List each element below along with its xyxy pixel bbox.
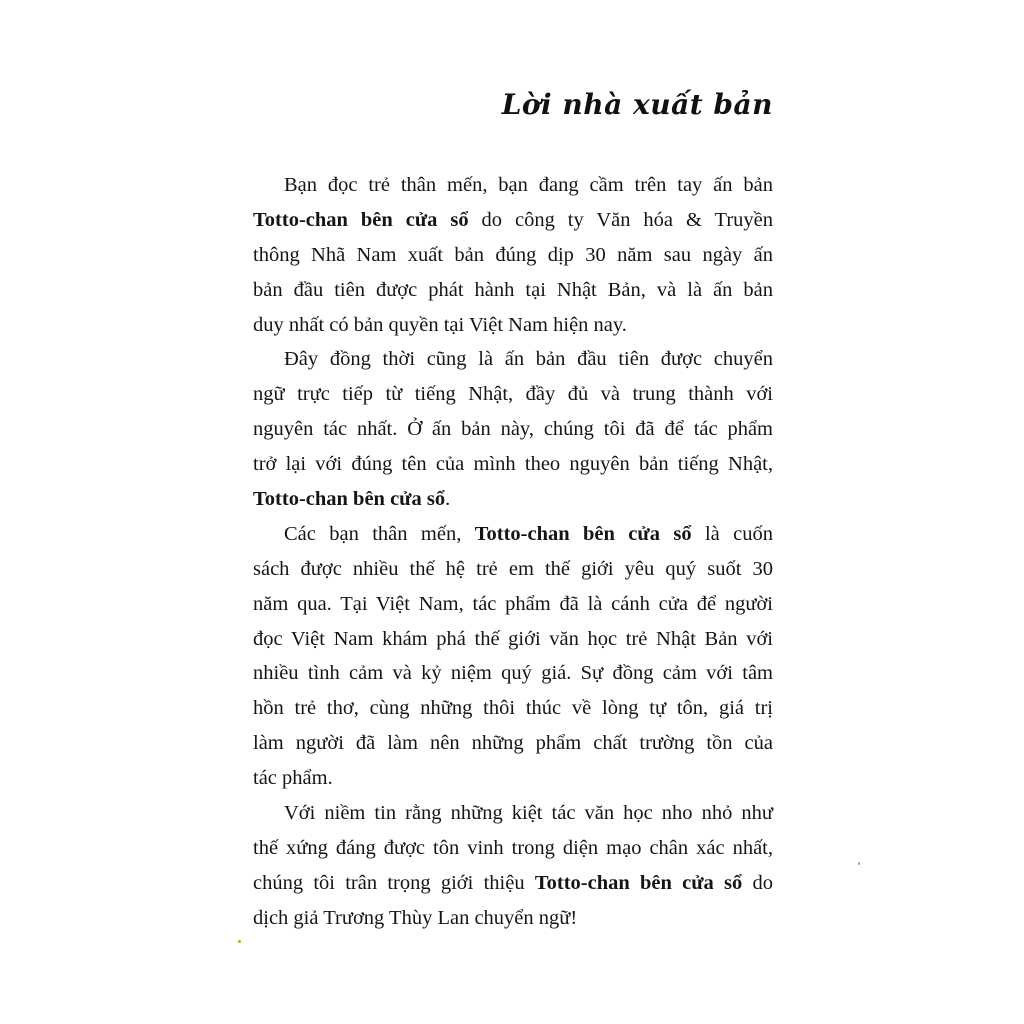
text-line bbox=[253, 866, 773, 901]
text-line bbox=[253, 517, 773, 552]
text-segment: hồn trẻ thơ, cùng những thôi thúc về lòng tự tôn, giá trị bbox=[253, 697, 773, 720]
text-segment: năm qua. Tại Việt Nam, tác phẩm đã là cánh cửa để người bbox=[253, 592, 773, 615]
print-speck bbox=[238, 940, 241, 943]
text-segment: bản đầu tiên được phát hành tại Nhật Bản, và là ấn bản bbox=[253, 278, 773, 301]
text-segment: đọc Việt Nam khám phá thế giới văn học trẻ Nhật Bản với bbox=[253, 627, 773, 650]
text-line bbox=[253, 168, 773, 203]
text-segment: nguyên tác nhất. Ở ấn bản này, chúng tôi đã để tác phẩm bbox=[253, 418, 773, 441]
text-line bbox=[253, 691, 773, 726]
paragraph bbox=[253, 796, 773, 936]
text-line bbox=[253, 901, 773, 936]
text-segment: do bbox=[742, 871, 774, 894]
text-line bbox=[253, 203, 773, 238]
text-segment: Bạn đọc trẻ thân mến, bạn đang cầm trên tay ấn bản bbox=[284, 174, 773, 196]
text-segment: Đây đồng thời cũng là ấn bản đầu tiên được chuyển bbox=[284, 348, 773, 371]
text-segment: chúng tôi trân trọng giới thiệu bbox=[253, 871, 535, 894]
text-segment: duy nhất có bản quyền tại Việt Nam hiện nay. bbox=[253, 313, 627, 336]
paragraph bbox=[253, 517, 773, 796]
text-segment: Với niềm tin rằng những kiệt tác văn học nho nhỏ như bbox=[284, 802, 773, 825]
book-title-text: Totto-chan bên cửa sổ bbox=[253, 208, 469, 231]
text-segment: nhiều tình cảm và kỷ niệm quý giá. Sự đồng cảm với tâm bbox=[253, 662, 773, 685]
text-segment: thông Nhã Nam xuất bản đúng dịp 30 năm sau ngày ấn bbox=[253, 243, 773, 266]
text-line bbox=[253, 622, 773, 657]
text-line bbox=[253, 656, 773, 691]
text-line bbox=[253, 726, 773, 761]
text-line bbox=[253, 308, 773, 343]
book-title-text: Totto-chan bên cửa sổ bbox=[474, 522, 692, 545]
text-line bbox=[253, 587, 773, 622]
text-line bbox=[253, 831, 773, 866]
text-line bbox=[253, 552, 773, 587]
text-segment: dịch giả Trương Thùy Lan chuyển ngữ! bbox=[253, 906, 578, 929]
text-line bbox=[253, 377, 773, 412]
text-line bbox=[253, 342, 773, 377]
text-segment: là cuốn bbox=[691, 522, 773, 545]
text-segment: ngữ trực tiếp từ tiếng Nhật, đầy đủ và trung thành với bbox=[253, 383, 773, 406]
text-segment: tác phẩm. bbox=[253, 767, 333, 790]
text-line bbox=[253, 412, 773, 447]
text-segment: . bbox=[445, 488, 451, 511]
text-segment: sách được nhiều thế hệ trẻ em thế giới yêu quý suốt 30 bbox=[253, 557, 773, 580]
text-line bbox=[253, 273, 773, 308]
text-segment: làm người đã làm nên những phẩm chất trường tồn của bbox=[253, 732, 773, 755]
text-line bbox=[253, 447, 773, 482]
text-line bbox=[253, 796, 773, 831]
paragraph bbox=[253, 168, 773, 342]
book-title-text: Totto-chan bên cửa sổ bbox=[253, 488, 446, 511]
preface-body bbox=[253, 168, 773, 936]
text-line bbox=[253, 482, 773, 517]
text-segment: thế xứng đáng được tôn vinh trong diện mạo chân xác nhất, bbox=[253, 836, 773, 859]
book-title-text: Totto-chan bên cửa sổ bbox=[534, 871, 743, 894]
paragraph bbox=[253, 342, 773, 516]
print-speck bbox=[858, 862, 860, 865]
text-line bbox=[253, 761, 773, 796]
text-segment: Các bạn thân mến, bbox=[284, 522, 475, 545]
text-line bbox=[253, 238, 773, 273]
text-segment: do công ty Văn hóa & Truyền bbox=[468, 208, 774, 231]
page-title: Lời nhà xuất bản bbox=[501, 88, 773, 121]
text-segment: trở lại với đúng tên của mình theo nguyên bản tiếng Nhật, bbox=[253, 453, 773, 476]
